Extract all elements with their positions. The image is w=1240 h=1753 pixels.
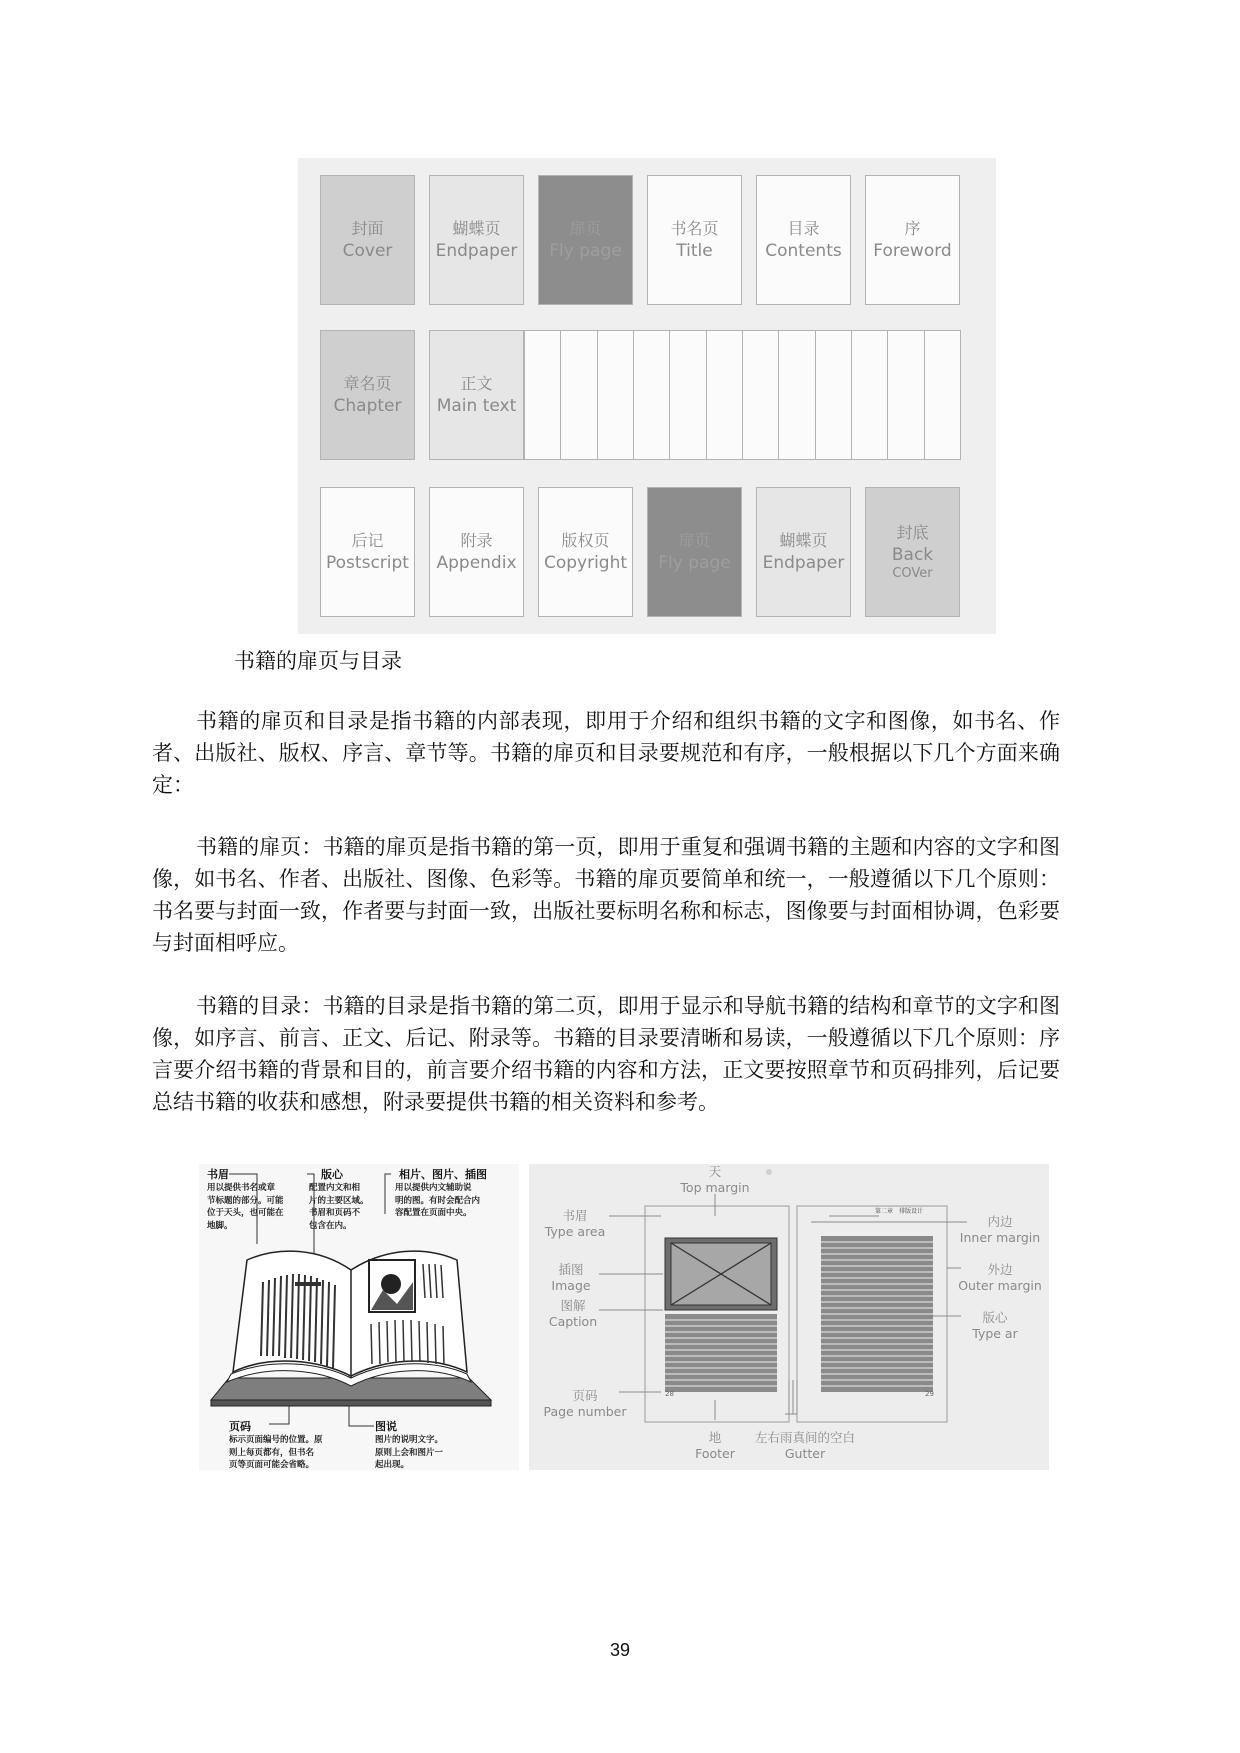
- page-box-title-en: Title: [676, 241, 713, 261]
- main-text-page-strip: [560, 330, 597, 460]
- label-inner-margin: 内边 Inner margin: [959, 1214, 1041, 1245]
- page-number: 39: [609, 1640, 631, 1660]
- desc-photos: 用以提供内文辅助说 明的图。有时会配合内 容配置在页面中央。: [395, 1183, 481, 1218]
- page-box-back-copyright-en: Copyright: [543, 553, 628, 573]
- page-box-back-postscript: [320, 487, 415, 617]
- page-box-title-zh: 书名页: [670, 219, 719, 238]
- main-text-page-strip: [597, 330, 634, 460]
- page-box-contents: [756, 175, 851, 305]
- page-box-endpaper: [429, 175, 524, 305]
- page-box-fly-page-en: Fly page: [549, 241, 622, 261]
- label-image: 插图 Image: [551, 1262, 591, 1293]
- main-text-page-strip: [815, 330, 852, 460]
- page-box-chapter-zh: 章名页: [343, 374, 392, 393]
- page-box-fly-page-zh: 扉页: [569, 219, 602, 238]
- page-box-foreword-en: Foreword: [873, 241, 952, 261]
- page-box-chapter: [320, 330, 415, 460]
- page-box-back-appendix: [429, 487, 524, 617]
- desc-type-area: 配置内文和相 片的主要区域。 书眉和页码不 包含在内。: [309, 1183, 369, 1231]
- page-box-back-appendix-zh: 附录: [460, 531, 493, 550]
- page-box-back-postscript-en: Postscript: [326, 553, 409, 573]
- page-box-back-back: [865, 487, 960, 617]
- label-page-number: 页码 Page number: [543, 1388, 627, 1419]
- label-gutter: 左右雨真间的空白 Gutter: [754, 1430, 855, 1461]
- main-text-page-strip: [706, 330, 743, 460]
- page-box-back-copyright: [538, 487, 633, 617]
- label-type-area: 版心: [321, 1168, 343, 1181]
- page-box-back-back-en2: COVer: [892, 566, 933, 581]
- label-photo-caption: 图说: [375, 1420, 397, 1433]
- main-text-page-strip: [742, 330, 779, 460]
- page-box-back-copyright-zh: 版权页: [561, 531, 610, 550]
- sample-page-left: 28: [665, 1390, 674, 1398]
- label-outer-margin: 外边 Outer margin: [958, 1262, 1042, 1293]
- page-box-endpaper-en: Endpaper: [435, 241, 518, 261]
- label-photos: 相片、图片、插图: [399, 1168, 487, 1181]
- page-box-back-fly-page-en: Fly page: [658, 553, 731, 573]
- running-head-sample: 第二章 排版设计: [875, 1208, 924, 1215]
- page-box-contents-en: Contents: [765, 241, 842, 261]
- page-box-contents-zh: 目录: [787, 219, 820, 238]
- paragraph-intro: 书籍的扉页和目录是指书籍的内部表现，即用于介绍和组织书籍的文字和图像，如书名、作者、出版社、版权、序言、章节等。书籍的扉页和目录要规范和有序，一般根据以下几个方面来确定：: [152, 709, 1060, 797]
- page-box-back-endpaper-zh: 蝴蝶页: [779, 531, 828, 550]
- page-box-cover-zh: 封面: [351, 219, 384, 238]
- main-text-page-strip: [924, 330, 961, 460]
- label-top-margin: 天 Top margin: [680, 1164, 750, 1195]
- paragraph-contents: 书籍的目录：书籍的目录是指书籍的第二页，即用于显示和导航书籍的结构和章节的文字和图像，如序言、前言、正文、后记、附录等。书籍的目录要清晰和易读，一般遵循以下几个原则：序言要介绍书籍的背景和目的，前言要介绍书籍的内容和方法，正文要按照章节和页码排列，后记要总结书籍的收获和感想，附录要提供书籍的相关资料和参考。: [152, 994, 1060, 1114]
- page-box-back-appendix-en: Appendix: [436, 553, 517, 573]
- label-folio: 页码: [229, 1420, 251, 1433]
- page-box-main-text-zh: 正文: [460, 374, 493, 393]
- book-anatomy-figure: [199, 1164, 519, 1470]
- page-layout-figure: [529, 1164, 1049, 1470]
- main-text-page-strip: [887, 330, 924, 460]
- desc-photo-caption: 图片的说明文字。 原则上会和图片一 起出现。: [375, 1435, 444, 1470]
- label-type-area-right: 版心 Type ar: [972, 1310, 1018, 1341]
- page-box-main-text: [429, 330, 524, 460]
- page-box-endpaper-zh: 蝴蝶页: [452, 219, 501, 238]
- page-box-cover: [320, 175, 415, 305]
- main-text-page-strip: [778, 330, 815, 460]
- page-box-back-endpaper: [756, 487, 851, 617]
- page-box-back-back-zh: 封底: [896, 523, 929, 542]
- label-running-head: 书眉: [207, 1168, 229, 1181]
- paragraph-fly-page: 书籍的扉页：书籍的扉页是指书籍的第一页，即用于重复和强调书籍的主题和内容的文字和图像，如书名、作者、出版社、图像、色彩等。书籍的扉页要简单和统一，一般遵循以下几个原则：书名要与封面一致，作者要与封面一致，出版社要标明名称和标志，图像要与封面相协调，色彩要与封面相呼应。: [152, 835, 1060, 955]
- main-text-page-strip: [669, 330, 706, 460]
- page-box-title: [647, 175, 742, 305]
- figure-caption: 书籍的扉页与目录: [234, 649, 402, 673]
- page-box-back-back-en: Back: [891, 545, 934, 565]
- main-text-page-strip: [633, 330, 670, 460]
- sample-page-right: 29: [925, 1390, 934, 1398]
- page-box-foreword-zh: 序: [904, 219, 921, 238]
- label-footer: 地 Footer: [695, 1430, 735, 1461]
- page-box-cover-en: Cover: [342, 241, 393, 261]
- page-box-chapter-en: Chapter: [333, 396, 402, 416]
- page-box-main-text-en: Main text: [436, 396, 517, 416]
- desc-folio: 标示页面编号的位置。原 则上每页都有，但书名 页等页面可能会省略。: [229, 1435, 323, 1470]
- main-text-page-strip: [524, 330, 561, 460]
- page-box-back-fly-page-zh: 扉页: [678, 531, 711, 550]
- book-structure-diagram: [298, 158, 996, 634]
- page-box-back-endpaper-en: Endpaper: [762, 553, 845, 573]
- page-box-back-postscript-zh: 后记: [351, 531, 384, 550]
- page-box-back-fly-page: [647, 487, 742, 617]
- page-box-foreword: [865, 175, 960, 305]
- label-header: 书眉 Type area: [544, 1208, 606, 1239]
- page-box-fly-page: [538, 175, 633, 305]
- label-caption: 图解 Caption: [548, 1298, 598, 1329]
- desc-running-head: 用以提供书名或章 节标题的部分。可能 位于天头，也可能在 地脚。: [207, 1183, 284, 1231]
- main-text-page-strip: [851, 330, 888, 460]
